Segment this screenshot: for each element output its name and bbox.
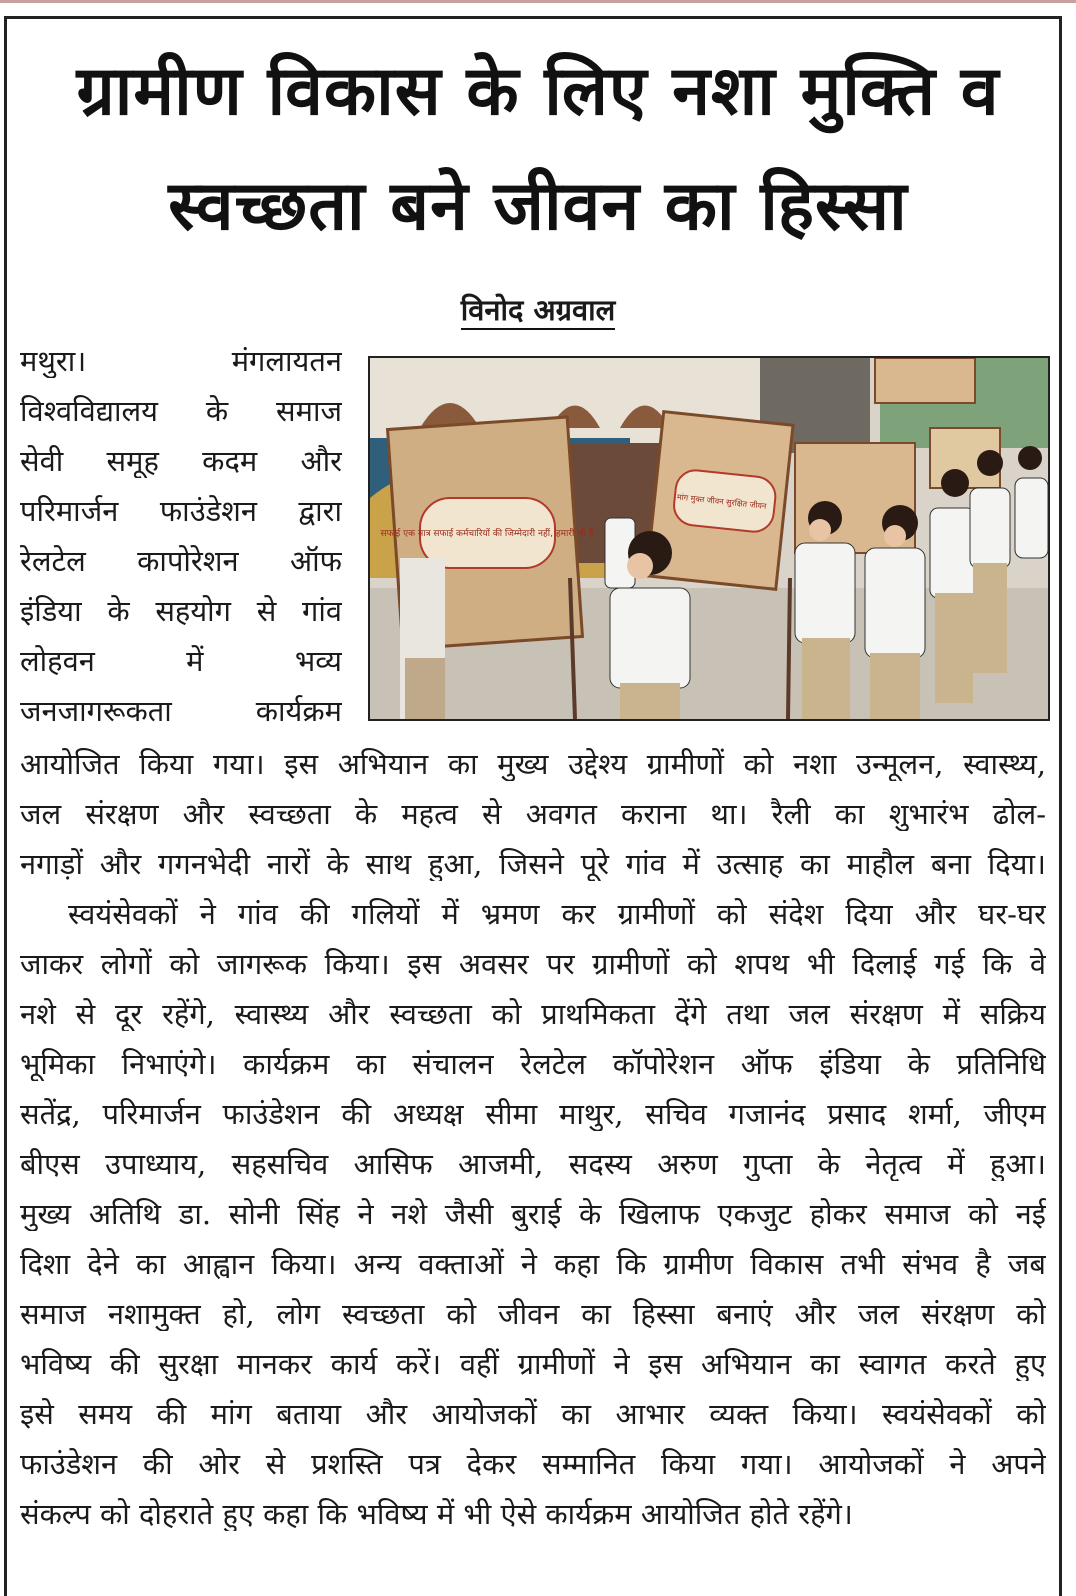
- body-line: दिशा देने का आह्वान किया। अन्य वक्ताओं ने कहा कि ग्रामीण विकास तभी संभव है जब: [20, 1247, 1046, 1281]
- body-line: मुख्य अतिथि डा. सोनी सिंह ने नशे जैसी बुराई के खिलाफ एकजुट होकर समाज को नई: [20, 1197, 1046, 1231]
- body-line: जनजागरूकता कार्यक्रम: [20, 694, 342, 728]
- top-rule: [0, 0, 1076, 3]
- body-line: भविष्य की सुरक्षा मानकर कार्य करें। वहीं ग्रामीणों ने इस अभियान का स्वागत करते हुए: [20, 1347, 1046, 1381]
- body-line: इंडिया के सहयोग से गांव: [20, 594, 342, 628]
- headline-line-1: ग्रामीण विकास के लिए नशा मुक्ति व: [76, 52, 1000, 131]
- headline-line-2: स्वच्छता बने जीवन का हिस्सा: [168, 167, 908, 246]
- body-line: लोहवन में भव्य: [20, 644, 342, 678]
- body-line: परिमार्जन फाउंडेशन द्वारा: [20, 494, 342, 528]
- body-line: भूमिका निभाएंगे। कार्यक्रम का संचालन रेलटेल कॉपोरेशन ऑफ इंडिया के प्रतिनिधि: [20, 1047, 1046, 1081]
- body-line: विश्वविद्यालय के समाज: [20, 394, 342, 428]
- body-line: स्वयंसेवकों ने गांव की गलियों में भ्रमण कर ग्रामीणों को संदेश दिया और घर-घर: [68, 897, 1046, 931]
- body-line: नगाड़ों और गगनभेदी नारों के साथ हुआ, जिसने पूरे गांव में उत्साह का माहौल बना दिया।: [20, 847, 1046, 881]
- banner-middle-text: मांग मुक्त जीवन सुरक्षित जीवन: [676, 492, 767, 511]
- body-line: बीएस उपाध्याय, सहसचिव आसिफ आजमी, सदस्य अरुण गुप्ता के नेतृत्व में हुआ।: [20, 1147, 1046, 1181]
- body-line: जल संरक्षण और स्वच्छता के महत्व से अवगत कराना था। रैली का शुभारंभ ढोल-: [20, 797, 1046, 831]
- body-line: सतेंद्र, परिमार्जन फाउंडेशन की अध्यक्ष सीमा माथुर, सचिव गजानंद प्रसाद शर्मा, जीएम: [20, 1097, 1046, 1131]
- body-line: मथुरा। मंगलायतन: [20, 344, 342, 378]
- body-line: रेलटेल कापोरेशन ऑफ: [20, 544, 342, 578]
- body-line: जाकर लोगों को जागरूक किया। इस अवसर पर ग्रामीणों को शपथ भी दिलाई गई कि वे: [20, 947, 1046, 981]
- body-line: इसे समय की मांग बताया और आयोजकों का आभार व्यक्त किया। स्वयंसेवकों को: [20, 1397, 1046, 1431]
- byline: [0, 290, 1076, 329]
- body-line: संकल्प को दोहराते हुए कहा कि भविष्य में भी ऐसे कार्यक्रम आयोजित होते रहेंगे।: [20, 1497, 853, 1531]
- banner-left-text: सफाई एक मात्र सफाई कर्मचारियों की जिम्मेदारी नहीं, हमारी भी है: [380, 529, 594, 539]
- body-line: सेवी समूह कदम और: [20, 444, 342, 478]
- byline-text: विनोद अग्रवाल: [461, 293, 616, 330]
- body-line: फाउंडेशन की ओर से प्रशस्ति पत्र देकर सम्मानित किया गया। आयोजकों ने अपने: [20, 1447, 1046, 1481]
- body-line: आयोजित किया गया। इस अभियान का मुख्य उद्देश्य ग्रामीणों को नशा उन्मूलन, स्वास्थ्य,: [20, 747, 1046, 781]
- body-line: नशे से दूर रहेंगे, स्वास्थ्य और स्वच्छता को प्राथमिकता देंगे तथा जल संरक्षण में सक्रिय: [20, 997, 1046, 1031]
- rally-photo: [368, 356, 1050, 721]
- body-line: समाज नशामुक्त हो, लोग स्वच्छता को जीवन का हिस्सा बनाएं और जल संरक्षण को: [20, 1297, 1046, 1331]
